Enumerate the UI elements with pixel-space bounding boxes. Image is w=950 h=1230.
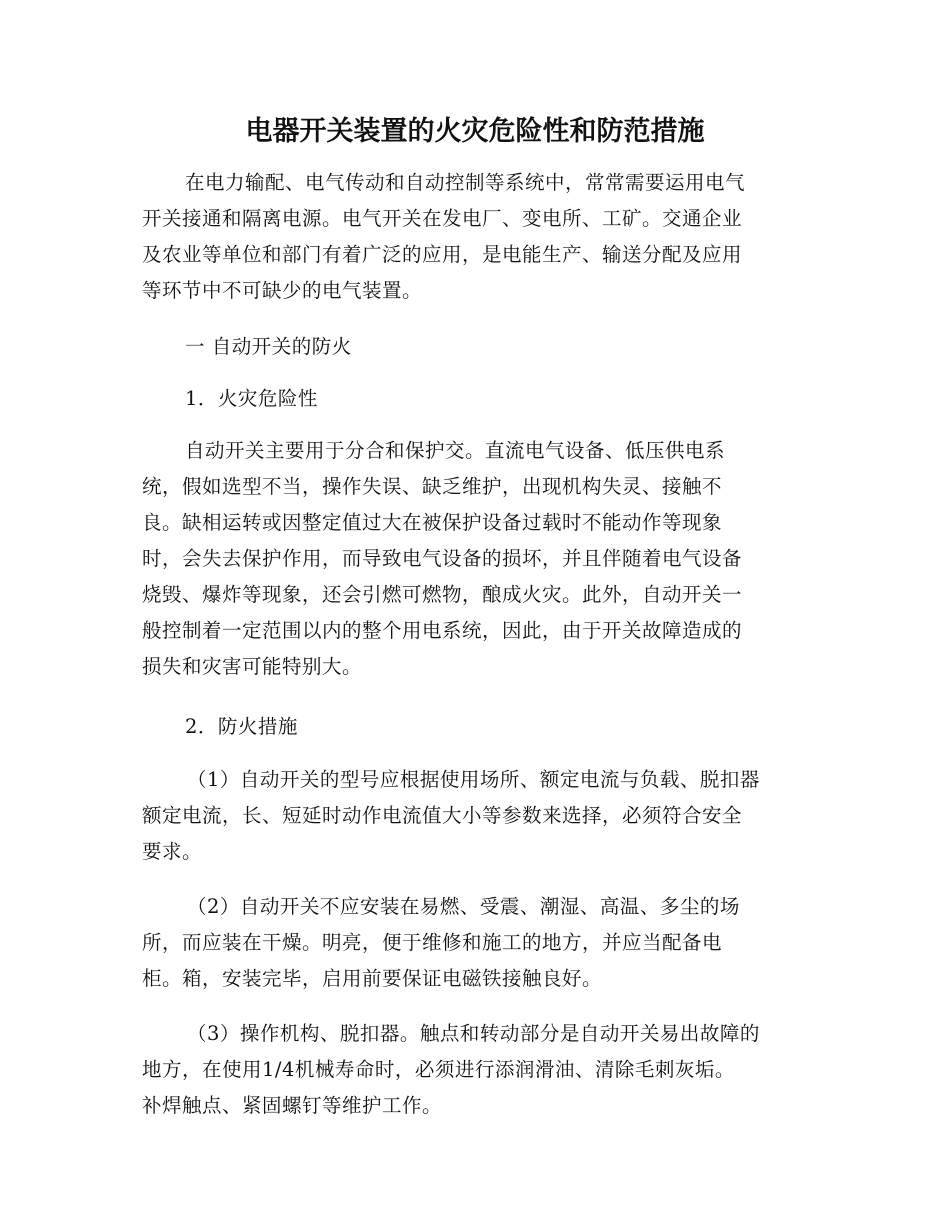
paragraph-line: 所，而应装在干燥。明亮，便于维修和施工的地方，并应当配备电 xyxy=(142,931,723,954)
paragraph-line: 补焊触点、紧固螺钉等维护工作。 xyxy=(142,1094,443,1117)
paragraph-line: 统，假如选型不当，操作失误、缺乏维护，出现机构失灵、接触不 xyxy=(142,475,723,498)
measure-item-2 xyxy=(142,889,807,997)
paragraph-line: 损失和灾害可能特别大。 xyxy=(142,655,363,678)
measure-item-1 xyxy=(142,762,807,870)
subsection-heading-2 xyxy=(142,709,807,745)
paragraph-line: 良。缺相运转或因整定值过大在被保护设备过载时不能动作等现象 xyxy=(142,511,723,534)
paragraph-line: 地方，在使用1/4机械寿命时，必须进行添润滑油、清除毛刺灰垢。 xyxy=(142,1058,735,1081)
paragraph-line: 时，会失去保护作用，而导致电气设备的损坏，并且伴随着电气设备 xyxy=(142,547,743,570)
paragraph-line: 烧毁、爆炸等现象，还会引燃可燃物，酿成火灾。此外，自动开关一 xyxy=(142,583,743,606)
measure-item-3 xyxy=(142,1016,807,1124)
paragraph-line: 在电力输配、电气传动和自动控制等系统中，常常需要运用电气 xyxy=(185,171,746,194)
paragraph-line: 开关接通和隔离电源。电气开关在发电厂、变电所、工矿。交通企业 xyxy=(142,207,743,230)
paragraph-line: （1）自动开关的型号应根据使用场所、额定电流与负载、脱扣器 xyxy=(187,768,760,791)
paragraph-line: 额定电流，长、短延时动作电流值大小等参数来选择，必须符合安全 xyxy=(142,804,743,827)
paragraph-line: 要求。 xyxy=(142,840,203,863)
paragraph-line: 等环节中不可缺少的电气装置。 xyxy=(142,279,423,302)
subsection-heading-1 xyxy=(142,381,807,417)
paragraph-line: 及农业等单位和部门有着广泛的应用，是电能生产、输送分配及应用 xyxy=(142,243,743,266)
subsection-heading: 2．防火措施 xyxy=(185,715,298,738)
section-heading-1 xyxy=(142,329,807,365)
subsection-heading: 1．火灾危险性 xyxy=(185,387,318,410)
intro-paragraph xyxy=(142,165,807,309)
fire-hazard-paragraph xyxy=(142,433,807,685)
document-title: 电器开关装置的火灾危险性和防范措施 xyxy=(245,116,705,147)
section-heading: 一 自动开关的防火 xyxy=(185,335,352,358)
paragraph-line: （2）自动开关不应安装在易燃、受震、潮湿、高温、多尘的场 xyxy=(187,895,740,918)
paragraph-line: 柜。箱，安装完毕，启用前要保证电磁铁接触良好。 xyxy=(142,967,603,990)
paragraph-line: 般控制着一定范围以内的整个用电系统，因此，由于开关故障造成的 xyxy=(142,619,743,642)
paragraph-line: （3）操作机构、脱扣器。触点和转动部分是自动开关易出故障的 xyxy=(187,1022,760,1045)
paragraph-line: 自动开关主要用于分合和保护交。直流电气设备、低压供电系 xyxy=(185,439,726,462)
